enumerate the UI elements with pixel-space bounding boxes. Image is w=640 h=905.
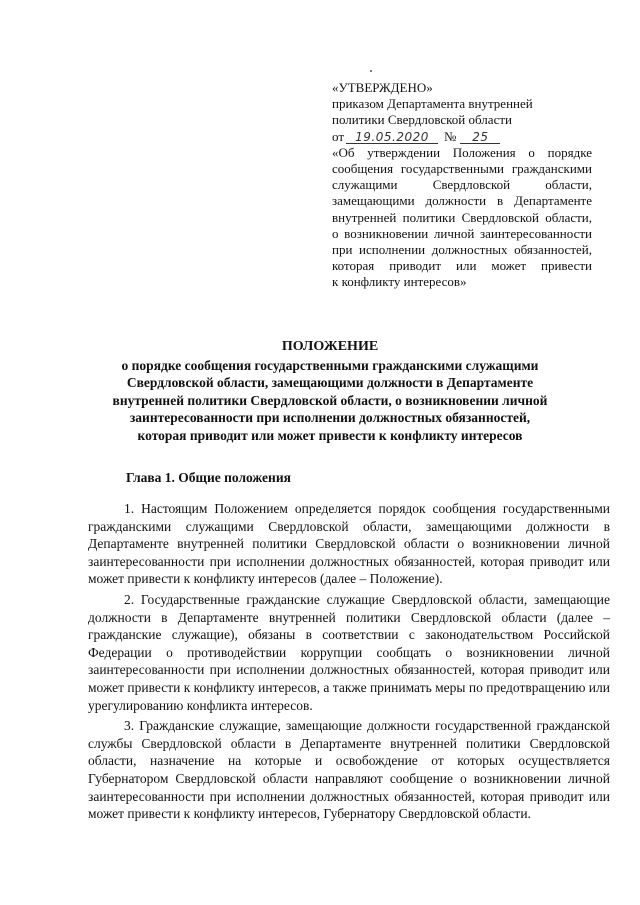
approval-subject-line: сообщения государственными гражданскими — [332, 161, 592, 177]
title-line: внутренней политики Свердловской области, о возникновении личной — [112, 392, 548, 408]
paragraph-1: 1. Настоящим Положением определяется порядок сообщения государственными гражданскими служащими Свердловской области, замещающими должности в Департаменте внутренней политики Свердловской области о возникновении личной заинтересованности при исполнении должностных обязанностей, которая приводит или может привести к конфликту интересов (далее – Положение). — [88, 501, 610, 587]
approval-date-row — [332, 129, 592, 145]
approval-subject-line: о возникновении личной заинтересованности — [332, 225, 592, 241]
document-body — [88, 500, 610, 826]
title-line: заинтересованности при исполнении должностных обязанностей, — [129, 410, 531, 426]
date-prefix: от — [332, 128, 345, 144]
title-line: Свердловской области, замещающими должности в Департаменте — [126, 375, 534, 391]
approval-heading: «УТВЕРЖДЕНО» — [332, 80, 433, 95]
approval-block — [332, 80, 592, 291]
title-line: о порядке сообщения государственными гражданскими служащими — [121, 357, 539, 373]
number-sign: № — [444, 128, 457, 144]
approval-subject-line: «Об утверждении Положения о порядке — [332, 144, 592, 160]
approval-subject-line: замещающими должности в Департаменте — [332, 193, 592, 209]
approval-line-2: политики Свердловской области — [332, 112, 512, 128]
approval-subject-line: которая приводит или может привести — [332, 258, 592, 274]
paragraph-3: 3. Гражданские служащие, замещающие должности государственной гражданской службы Свердловской области в Департаменте внутренней политики Свердловской области, назначение на которые и освобождение от которых осуществляется Губернатором Свердловской области направляют сообщение о возникновении личной заинтересованности при исполнении должностных обязанностей, которая приводит или может привести к конфликту интересов, Губернатору Свердловской области. — [88, 718, 610, 822]
document-title: ПОЛОЖЕНИЕ — [281, 339, 379, 354]
document-title-block — [70, 338, 590, 445]
handwritten-date: 19.05.2020 — [346, 131, 438, 144]
scan-speck — [370, 70, 372, 72]
approval-line-1: приказом Департамента внутренней — [332, 96, 533, 112]
title-line: которая приводит или может привести к конфликту интересов — [137, 427, 523, 443]
chapter-heading: Глава 1. Общие положения — [126, 470, 291, 485]
approval-subject-line: внутренней политики Свердловской области, — [332, 209, 592, 225]
approval-subject-line: при исполнении должностных обязанностей, — [332, 242, 592, 258]
approval-subject-line: служащими Свердловской области, — [332, 177, 592, 193]
paragraph-2: 2. Государственные гражданские служащие Свердловской области, замещающие должности в Департаменте внутренней политики Свердловской области (далее – гражданские служащие), обязаны в соответствии с законодательством Российской Федерации о противодействии коррупции сообщать о возникновении личной заинтересованности при исполнении должностных обязанностей, которая приводит или может привести к конфликту интересов, а также принимать меры по предотвращению или урегулированию конфликта интересов. — [88, 591, 610, 713]
approval-subject-line: к конфликту интересов» — [332, 274, 467, 290]
handwritten-number: 25 — [460, 131, 500, 144]
